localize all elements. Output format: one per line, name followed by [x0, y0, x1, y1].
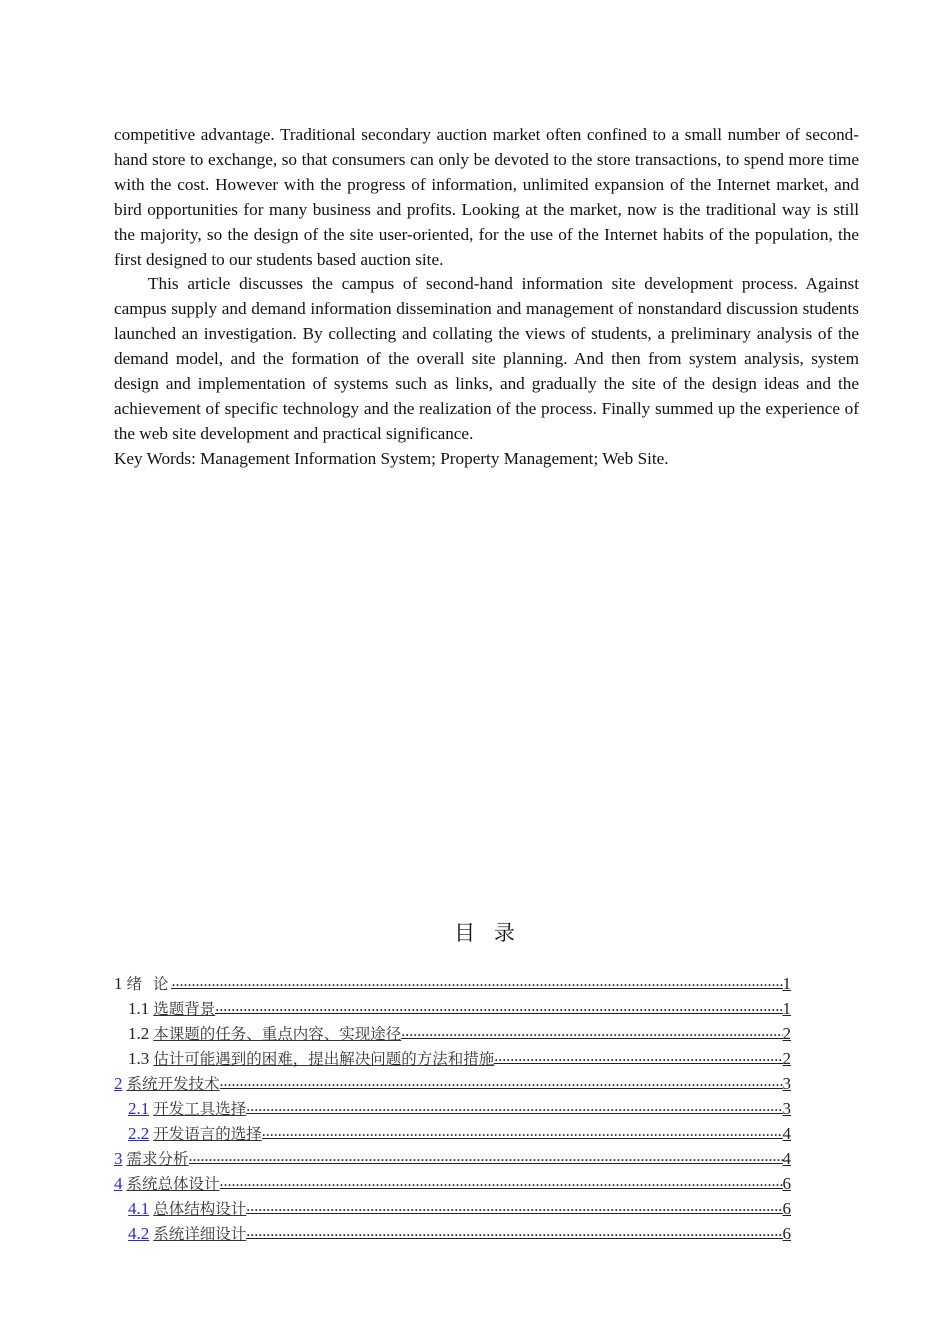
table-of-contents	[114, 970, 791, 1245]
toc-entry-page[interactable]: 4	[782, 1124, 791, 1143]
toc-entry-number: 1.1	[128, 999, 150, 1018]
toc-entry-page[interactable]: 3	[782, 1074, 791, 1093]
toc-entry-label[interactable]: 系统开发技术	[126, 1075, 220, 1093]
toc-dot-leader	[494, 1045, 782, 1064]
abstract-paragraph-1: competitive advantage. Traditional secondary auction market often confined to a small number of second-hand store to exchange, so that consumers can only be devoted to the store transactions, to spend more time with the cost. However with the progress of information, unlimited expansion of the Internet market, and bird opportunities for many business and profits. Looking at the market, now is the traditional way is still the majority, so the design of the site user-oriented, for the use of the Internet habits of the population, the first designed to our students based auction site.	[114, 125, 859, 269]
toc-entry-page[interactable]: 2	[782, 1049, 791, 1068]
toc-entry-3[interactable]	[114, 1145, 791, 1170]
toc-entry-number-link[interactable]: 3	[114, 1149, 123, 1168]
toc-entry-page[interactable]: 6	[782, 1174, 791, 1193]
toc-dot-leader	[171, 970, 782, 989]
toc-dot-leader	[401, 1020, 782, 1039]
toc-entry-label[interactable]: 开发语言的选择	[153, 1125, 262, 1143]
toc-entry-label[interactable]: 需求分析	[126, 1150, 189, 1168]
toc-entry-label[interactable]: 绪 论	[126, 975, 172, 993]
toc-entry-number-link[interactable]: 4.1	[128, 1199, 150, 1218]
abstract-paragraph-2: This article discusses the campus of second-hand information site development process. Against campus supply and demand information dissemination and management of nonstandard discussion students launched an investigation. By collecting and collating the views of students, a preliminary analysis of the demand model, and the formation of the overall site planning. And then from system analysis, system design and implementation of systems such as links, and gradually the site of the design ideas and the achievement of specific technology and the realization of the process. Finally summed up the experience of the web site development and practical significance.	[114, 274, 859, 443]
toc-dot-leader	[189, 1145, 783, 1164]
toc-entry-label[interactable]: 总体结构设计	[153, 1200, 247, 1218]
toc-entry-number: 1.3	[128, 1049, 150, 1068]
toc-entry-page[interactable]: 1	[782, 974, 791, 993]
toc-entry-page[interactable]: 2	[782, 1024, 791, 1043]
toc-entry-number-link[interactable]: 2.2	[128, 1124, 150, 1143]
toc-entry-label[interactable]: 系统总体设计	[126, 1175, 220, 1193]
keywords-line: Key Words: Management Information System; Property Management; Web Site.	[114, 448, 669, 468]
toc-entry-number: 1.2	[128, 1024, 150, 1043]
toc-entry-page[interactable]: 3	[782, 1099, 791, 1118]
toc-entry-label[interactable]: 估计可能遇到的困难，提出解决问题的方法和措施	[153, 1050, 495, 1068]
toc-entry-4-1[interactable]	[114, 1195, 791, 1220]
toc-dot-leader	[246, 1220, 782, 1239]
toc-dot-leader	[215, 995, 782, 1014]
toc-title: 目 录	[454, 921, 521, 945]
toc-entry-page[interactable]: 4	[782, 1149, 791, 1168]
toc-entry-label[interactable]: 本课题的任务、重点内容、实现途径	[153, 1025, 402, 1043]
toc-entry-page[interactable]: 6	[782, 1224, 791, 1243]
toc-entry-page[interactable]: 1	[782, 999, 791, 1018]
toc-dot-leader	[262, 1120, 783, 1139]
abstract-section	[114, 123, 859, 472]
toc-entry-label[interactable]: 选题背景	[153, 1000, 216, 1018]
toc-entry-1[interactable]	[114, 970, 791, 995]
toc-entry-page[interactable]: 6	[782, 1199, 791, 1218]
toc-dot-leader	[220, 1070, 783, 1089]
toc-dot-leader	[246, 1195, 782, 1214]
toc-entry-label[interactable]: 系统详细设计	[153, 1225, 247, 1243]
toc-dot-leader	[220, 1170, 783, 1189]
toc-entry-2-2[interactable]	[114, 1120, 791, 1145]
toc-entry-number-link[interactable]: 4.2	[128, 1224, 150, 1243]
toc-entry-label[interactable]: 开发工具选择	[153, 1100, 247, 1118]
toc-entry-number-link[interactable]: 2.1	[128, 1099, 150, 1118]
toc-entry-number: 1	[114, 974, 123, 993]
toc-entry-4[interactable]	[114, 1170, 791, 1195]
toc-entry-1-1[interactable]	[114, 995, 791, 1020]
toc-entry-number-link[interactable]: 2	[114, 1074, 123, 1093]
toc-entry-1-2[interactable]	[114, 1020, 791, 1045]
toc-entry-2[interactable]	[114, 1070, 791, 1095]
toc-dot-leader	[246, 1095, 782, 1114]
toc-entry-number-link[interactable]: 4	[114, 1174, 123, 1193]
toc-entry-2-1[interactable]	[114, 1095, 791, 1120]
toc-entry-1-3[interactable]	[114, 1045, 791, 1070]
toc-entry-4-2[interactable]	[114, 1220, 791, 1245]
